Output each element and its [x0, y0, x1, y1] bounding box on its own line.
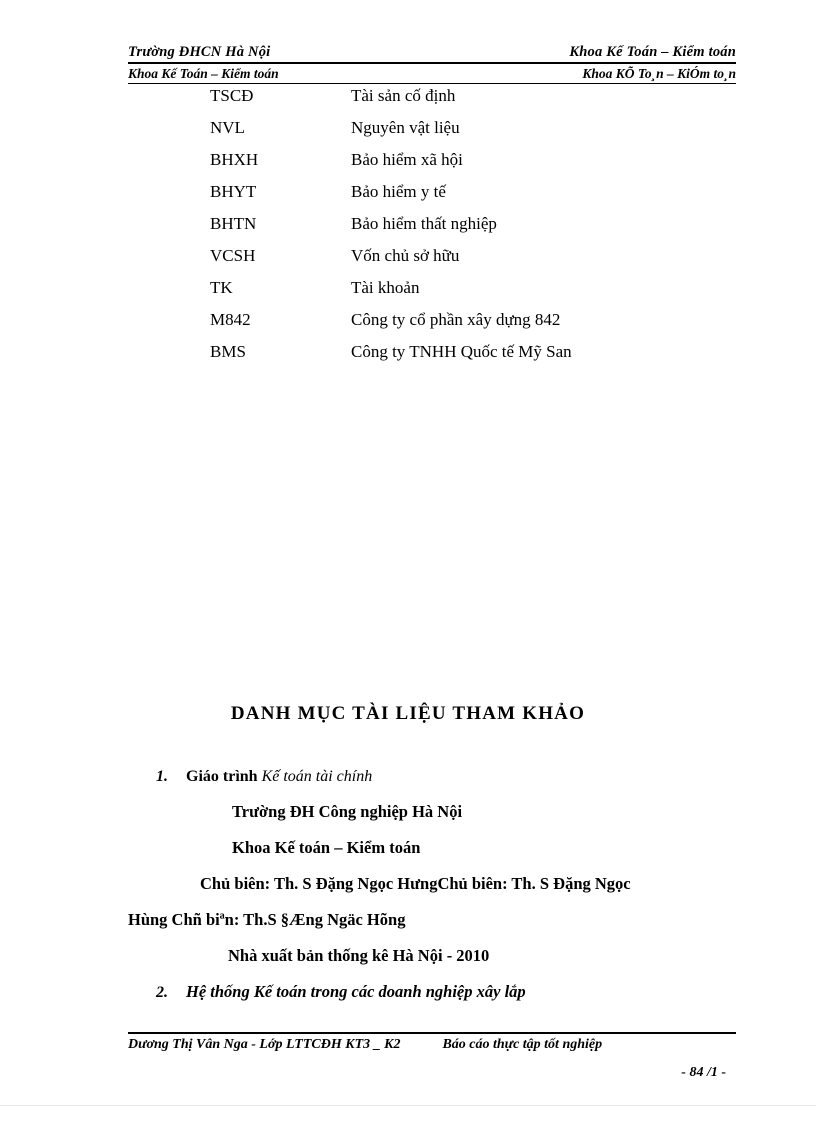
abbreviation-meaning: Vốn chủ sở hữu — [351, 246, 460, 265]
footer-report-title: Báo cáo thực tập tốt nghiệp — [442, 1037, 603, 1052]
abbreviation-meaning: Bảo hiểm xã hội — [351, 150, 463, 169]
reference-year: - 2010 — [442, 946, 490, 965]
reference-editor: Chủ biên: Th. S Đặng Ngọc HưngChủ biên: Th. S Đặng Ngọc — [200, 874, 631, 893]
footer-row — [128, 1037, 736, 1053]
reference-title: Kế toán tài chính — [261, 768, 373, 785]
page-footer — [128, 1032, 736, 1081]
abbreviation-list — [210, 86, 770, 374]
abbreviation-meaning: Bảo hiểm y tế — [351, 182, 446, 201]
reference-faculty: Khoa Kế toán – Kiểm toán — [232, 838, 421, 857]
abbreviation-code: VCSH — [210, 246, 256, 265]
abbreviation-code: BHYT — [210, 182, 257, 201]
abbreviation-meaning: Công ty cổ phần xây dựng 842 — [351, 310, 561, 329]
abbreviation-row — [210, 214, 770, 246]
header-left-text: Trường ĐHCN Hà Nội — [128, 44, 271, 60]
abbreviation-row — [210, 86, 770, 118]
abbreviation-meaning: Công ty TNHH Quốc tế Mỹ San — [351, 342, 572, 361]
header-left-text-2: Khoa Kế Toán – Kiểm toán — [128, 66, 279, 81]
header-divider — [128, 62, 736, 64]
abbreviation-row — [210, 342, 770, 374]
abbreviation-row — [210, 246, 770, 278]
references-heading: DANH MỤC TÀI LIỆU THAM KHẢO — [230, 703, 586, 724]
page-number: - 84 /1 - — [681, 1065, 726, 1080]
reference-publisher-line — [128, 946, 728, 966]
abbreviation-meaning: Nguyên vật liệu — [351, 118, 460, 137]
header-right-text-2: Khoa KÕ To¸n – KiÓm to¸n — [582, 66, 736, 81]
reference-editor-continued: Hùng Chñ biªn: Th.S §Æng Ngäc Hõng — [128, 910, 406, 929]
reference-label: Giáo trình — [186, 768, 258, 785]
header-row-secondary — [128, 66, 736, 82]
page-header — [128, 44, 736, 84]
abbreviation-meaning: Bảo hiểm thất nghiệp — [351, 214, 497, 233]
reference-university: Trường ĐH Công nghiệp Hà Nội — [232, 802, 463, 821]
footer-author: Dương Thị Vân Nga - Lớp LTTCĐH KT3 _ K2 — [128, 1037, 401, 1052]
reference-item-2 — [128, 982, 728, 1002]
footer-divider — [128, 1032, 736, 1034]
abbreviation-row — [210, 278, 770, 310]
reference-publisher: Nhà xuất bản thống kê Hà Nội — [228, 946, 443, 965]
reference-number: 2. — [156, 984, 168, 1001]
header-right-text: Khoa Kế Toán – Kiểm toán — [569, 44, 736, 60]
header-row-primary — [128, 44, 736, 61]
abbreviation-code: TK — [210, 278, 233, 297]
abbreviation-row — [210, 150, 770, 182]
abbreviation-code: BHTN — [210, 214, 257, 233]
abbreviation-meaning: Tài khoản — [351, 278, 420, 297]
page-edge — [0, 1105, 816, 1124]
abbreviation-code: BHXH — [210, 150, 259, 169]
abbreviation-row — [210, 182, 770, 214]
references-list — [128, 768, 728, 1002]
reference-item-1 — [128, 768, 728, 786]
header-divider-2 — [128, 83, 736, 84]
abbreviation-code: TSCĐ — [210, 86, 254, 105]
abbreviation-row — [210, 310, 770, 342]
abbreviation-meaning: Tài sản cố định — [351, 86, 456, 105]
abbreviation-row — [210, 118, 770, 150]
reference-title: Hệ thống Kế toán trong các doanh nghiệp xây lắp — [186, 982, 526, 1001]
abbreviation-code: BMS — [210, 342, 246, 361]
abbreviation-code: NVL — [210, 118, 245, 137]
reference-number: 1. — [156, 768, 168, 785]
abbreviation-code: M842 — [210, 310, 251, 329]
